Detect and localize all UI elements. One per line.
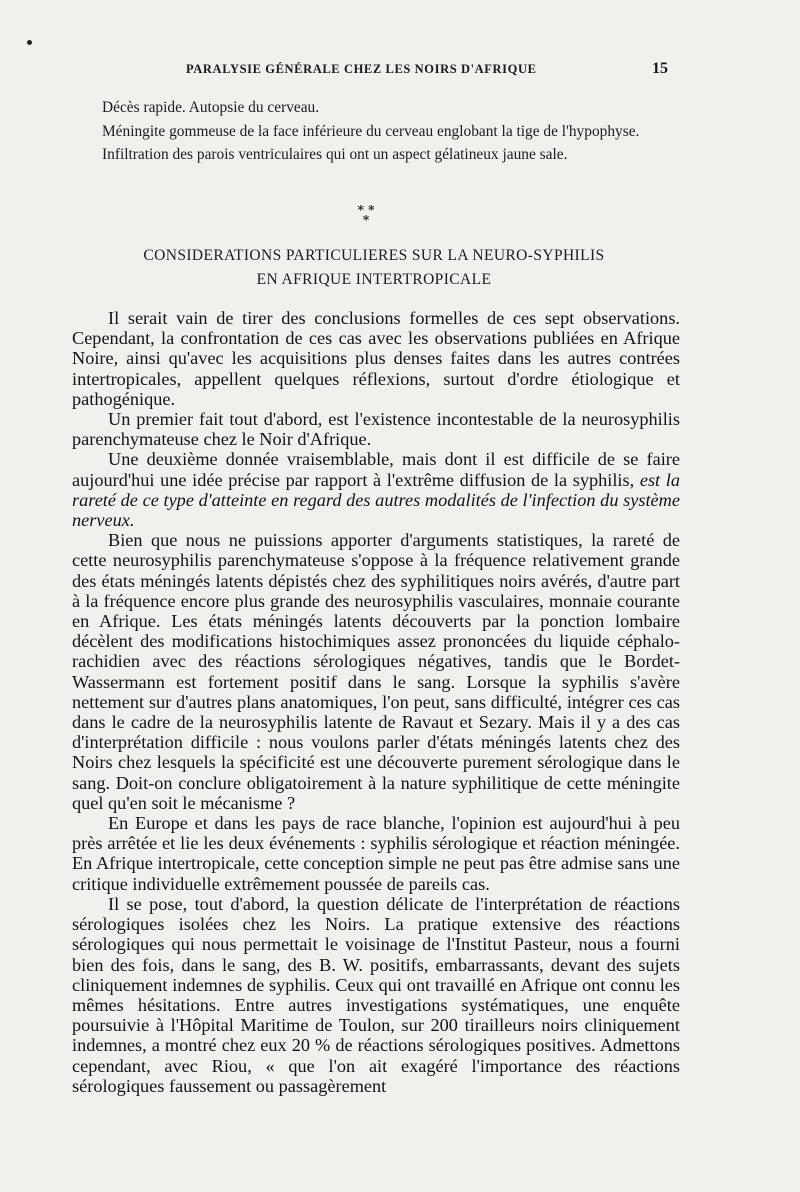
paragraph-2: Un premier fait tout d'abord, est l'existence incontestable de la neurosyphilis parenchymateuse chez le Noir d'Afrique.	[72, 409, 680, 450]
observation-end	[72, 96, 672, 167]
section-ornament: * * *	[357, 203, 375, 227]
paragraph-3-text: Une deuxième donnée vraisemblable, mais dont il est difficile de se faire aujourd'hui une idée précise par rapport à l'extrême diffusion de la syphilis,	[72, 449, 680, 490]
paragraph-6: Il se pose, tout d'abord, la question délicate de l'interprétation de réactions sérologiques isolées chez les Noirs. La pratique extensive des réactions sérologiques qui nous permettait le voisinage de l'Institut Pasteur, nous a fourni bien des fois, dans le sang, des B. W. positifs, embarrassants, devant des sujets cliniquement indemnes de syphilis. Ceux qui ont travaillé en Afrique ont connu les mêmes hésitations. Entre autres investigations systématiques, une enquête poursuivie à l'Hôpital Maritime de Toulon, sur 200 tirailleurs noirs cliniquement indemnes, a montré chez eux 20 % de réactions sérologiques positives. Admettons cependant, avec Riou, « que l'on ait exagéré l'importance des réactions sérologiques faussement ou passagèrement	[72, 893, 680, 1096]
observation-line-1: Décès rapide. Autopsie du cerveau.	[102, 99, 320, 116]
page-number: 15	[652, 60, 668, 77]
body-text	[72, 308, 680, 1096]
paragraph-5: En Europe et dans les pays de race blanche, l'opinion est aujourd'hui à peu près arrêtée et lie les deux événements : syphilis sérologique et réaction méningée. En Afrique intertropicale, cette conception simple ne peut pas être admise sans une critique individuelle extrêmement poussée de pareils cas.	[72, 813, 680, 894]
observation-line-2: Méningite gommeuse de la face inférieure du cerveau englobant la tige de l'hypophyse.	[102, 122, 640, 140]
paragraph-3-italic: est la rareté de ce type d'atteinte en regard des autres modalités de l'infection du système nerveux.	[72, 469, 680, 531]
running-header-title: PARALYSIE GÉNÉRALE CHEZ LES NOIRS D'AFRIQUE	[186, 62, 537, 76]
paragraph-3	[72, 449, 680, 530]
margin-dot	[27, 40, 32, 45]
section-title-line-1: CONSIDERATIONS PARTICULIERES SUR LA NEURO-SYPHILIS	[143, 247, 605, 264]
paragraph-4: Bien que nous ne puissions apporter d'arguments statistiques, la rareté de cette neurosyphilis parenchymateuse s'oppose à la fréquence relativement grande des états méningés latents dépistés chez des syphilitiques noirs avérés, d'autre part à la fréquence encore plus grande des neurosyphilis vasculaires, monnaie courante en Afrique. Les états méningés latents découverts par la ponction lombaire décèlent des modifications histochimiques assez prononcées du liquide céphalo-rachidien avec des réactions sérologiques négatives, tandis que le Bordet-Wassermann est fortement positif dans le sang. Lorsque la syphilis s'avère nettement sur d'autres plans anatomiques, l'on peut, sans difficulté, intégrer ces cas dans le cadre de la neurosyphilis latente de Ravaut et Sezary. Mais il y a des cas d'interprétation difficile : nous voulons parler d'états méningés latents chez des Noirs chez lesquels la spécificité est une découverte purement sérologique dans le sang. Doit-on conclure obligatoirement à la nature syphilitique de cette méningite quel qu'en soit le mécanisme ?	[72, 530, 680, 813]
observation-line-3: Infiltration des parois ventriculaires qui ont un aspect gélatineux jaune sale.	[102, 146, 568, 163]
section-title-line-2: EN AFRIQUE INTERTROPICALE	[256, 271, 492, 288]
paragraph-1: Il serait vain de tirer des conclusions formelles de ces sept observations. Cependant, la confrontation de ces cas avec les observations publiées en Afrique Noire, ainsi qu'avec les acquisitions plus denses faites dans les autres contrées intertropicales, appellent quelques réflexions, surtout d'ordre étiologique et pathogénique.	[72, 308, 680, 409]
